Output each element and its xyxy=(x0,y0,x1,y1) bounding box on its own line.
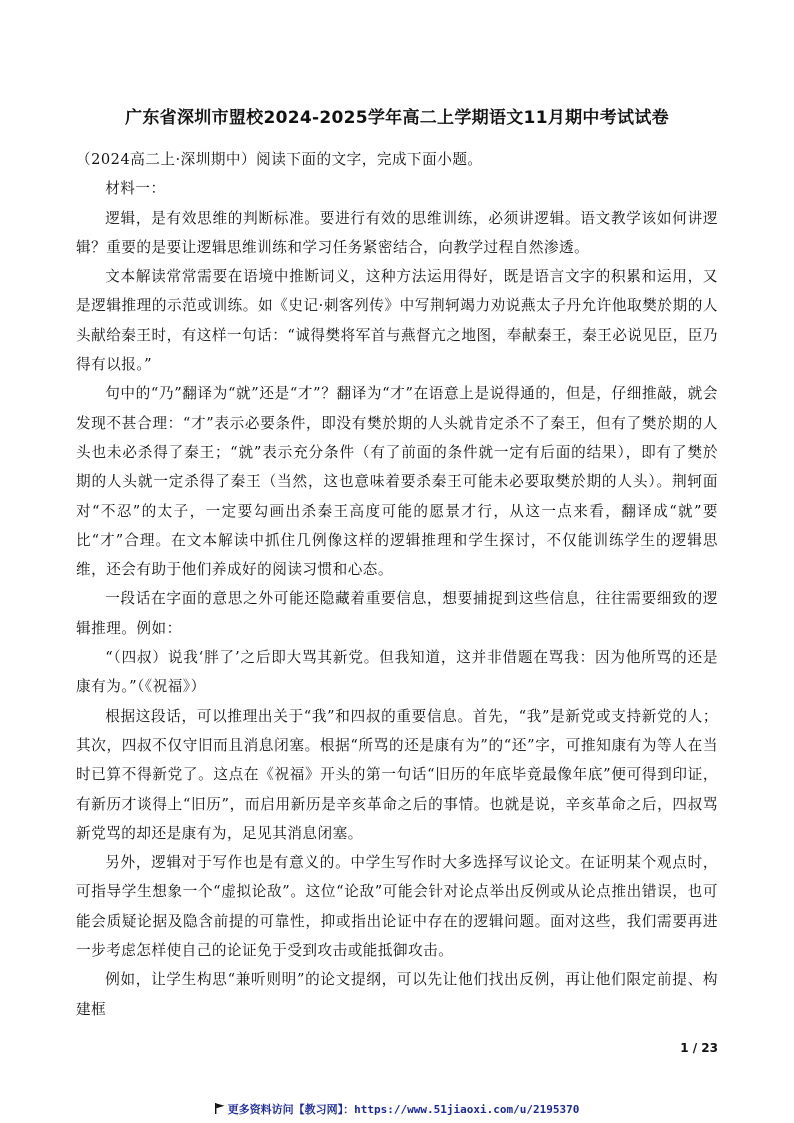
paragraph: 另外，逻辑对于写作也是有意义的。中学生写作时大多选择写议论文。在证明某个观点时，可指导学生想象一个“虚拟论敌”。这位“论敌”可能会针对论点举出反例或从论点推出错误，也可能会质疑论据及隐含前提的可靠性，抑或指出论证中存在的逻辑问题。面对这些，我们需要再进一步考虑怎样使自己的论证免于受到攻击或能抵御攻击。 xyxy=(76,854,718,960)
paragraph: 文本解读常常需要在语境中推断词义，这种方法运用得好，既是语言文字的积累和运用，又是逻辑推理的示范或训练。如《史记·刺客列传》中写荆轲竭力劝说燕太子丹允许他取樊於期的人头献给秦王时，有这样一句话：“诚得樊将军首与燕督亢之地图，奉献秦王，秦王必说见臣，臣乃得有以报。” xyxy=(76,268,718,374)
paragraph: 根据这段话，可以推理出关于“我”和四叔的重要信息。首先，“我”是新党或支持新党的人；其次，四叔不仅守旧而且消息闭塞。根据“所骂的还是康有为”的“还”字，可推知康有为等人在当时已算不得新党了。这点在《祝福》开头的第一句话“旧历的年底毕竟最像年底”便可得到印证，有新历才谈得上“旧历”，而启用新历是辛亥革命之后的事情。也就是说，辛亥革命之后，四叔骂新党骂的却还是康有为，足见其消息闭塞。 xyxy=(76,707,718,842)
flag-icon xyxy=(215,1103,225,1117)
paragraph: 逻辑，是有效思维的判断标准。要进行有效的思维训练，必须讲逻辑。语文教学该如何讲逻辑？重要的是要让逻辑思维训练和学习任务紧密结合，向教学过程自然渗透。 xyxy=(76,209,718,256)
document-body xyxy=(76,145,718,1024)
paragraph: 句中的“乃”翻译为“就”还是“才”？翻译为“才”在语意上是说得通的，但是，仔细推敲，就会发现不甚合理：“才”表示必要条件，即没有樊於期的人头就肯定杀不了秦王，但有了樊於期的人头也未必杀得了秦王；“就”表示充分条件（有了前面的条件就一定有后面的结果），即有了樊於期的人头就一定杀得了秦王（当然，这也意味着要杀秦王可能未必要取樊於期的人头）。荆轲面对“不忍”的太子，一定要勾画出杀秦王高度可能的愿景才行，从这一点来看，翻译成“就”要比“才”合理。在文本解读中抓住几例像这样的逻辑推理和学生探讨，不仅能训练学生的逻辑思维，还会有助于他们养成好的阅读习惯和心态。 xyxy=(76,385,718,579)
footer-text: 更多资料访问【教习网】：https://www.51jiaoxi.com/u/2195370 xyxy=(227,1103,580,1116)
document-title: 广东省深圳市盟校2024-2025学年高二上学期语文11月期中考试试卷 xyxy=(125,108,669,128)
footer-link[interactable] xyxy=(0,1101,794,1117)
material-heading: 材料一： xyxy=(105,180,166,198)
question-source-line: （2024高二上·深圳期中）阅读下面的文字，完成下面小题。 xyxy=(76,151,483,168)
paragraph: 一段话在字面的意思之外可能还隐藏着重要信息，想要捕捉到这些信息，往往需要细致的逻辑推理。例如： xyxy=(76,590,718,637)
page-number: 1 / 23 xyxy=(680,1041,718,1055)
paragraph: 例如，让学生构思“兼听则明”的论文提纲，可以先让他们找出反例，再让他们限定前提、构建框 xyxy=(76,971,718,1018)
quotation-paragraph: “（四叔）说我‘胖了’之后即大骂其新党。但我知道，这并非借题在骂我：因为他所骂的还是康有为。”（《祝福》） xyxy=(76,649,718,696)
